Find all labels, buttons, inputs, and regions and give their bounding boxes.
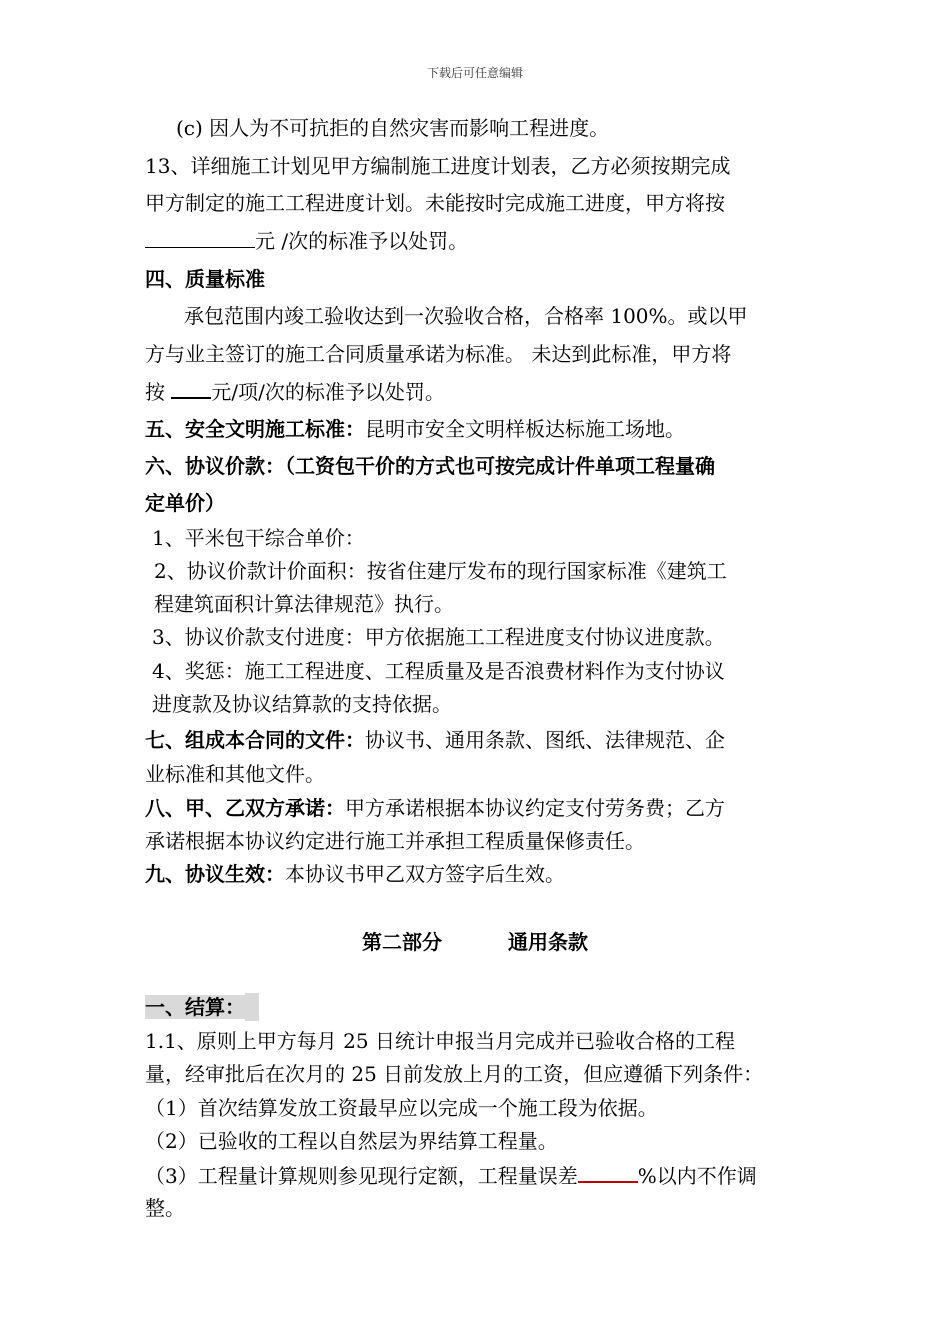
section-4-title: 四、质量标准 [145, 267, 265, 291]
clause-1-1-item3-suffix: %以内不作调 [637, 1164, 757, 1188]
section-7-line1 [145, 726, 725, 754]
general-section-1-title-text: 一、结算： [145, 995, 245, 1019]
part-2-title: 通用条款 [508, 930, 588, 954]
general-section-1-title [145, 993, 259, 1021]
section-9 [145, 860, 565, 888]
fill-blank [578, 1161, 638, 1183]
clause-13-line1: 13、详细施工计划见甲方编制施工进度计划表，乙方必须按期完成 [145, 154, 731, 178]
clause-1-1-item2: （2）已验收的工程以自然层为界结算工程量。 [145, 1129, 558, 1153]
section-7-text: 协议书、通用条款、图纸、法律规范、企 [365, 728, 725, 752]
clause-13-line3 [145, 227, 468, 255]
section-5 [145, 415, 685, 443]
fill-blank [145, 227, 255, 248]
fill-blank [171, 377, 211, 399]
section-7-line2: 业标准和其他文件。 [145, 762, 325, 786]
section-4-line3-prefix: 按 [145, 380, 172, 404]
section-4-line1: 承包范围内竣工验收达到一次验收合格，合格率 100%。或以甲 [184, 304, 748, 328]
clause-1-1-item1: （1）首次结算发放工资最早应以完成一个施工段为依据。 [145, 1096, 658, 1120]
section-6-item2-line2: 程建筑面积计算法律规范》执行。 [154, 592, 454, 616]
section-5-title: 五、安全文明施工标准： [145, 417, 365, 441]
clause-1-1-item3-line1 [145, 1161, 757, 1190]
section-9-title: 九、协议生效： [145, 862, 285, 886]
section-6-item2-line1: 2、协议价款计价面积：按省住建厅发布的现行国家标准《建筑工 [154, 559, 727, 583]
section-8-text: 甲方承诺根据本协议约定支付劳务费；乙方 [345, 796, 725, 820]
section-6-item1: 1、平米包干综合单价： [152, 526, 365, 550]
section-4-line2: 方与业主签订的施工合同质量承诺为标准。 未达到此标准，甲方将 [145, 342, 732, 366]
section-4-line3-text: 元/项/次的标准予以处罚。 [211, 380, 445, 404]
clause-1-1-line1: 1.1、原则上甲方每月 25 日统计申报当月完成并已验收合格的工程 [145, 1029, 735, 1053]
section-8-line2: 承诺根据本协议约定进行施工并承担工程质量保修责任。 [145, 829, 645, 853]
part-2-label: 第二部分 [362, 930, 442, 954]
section-6-item4-line2: 进度款及协议结算款的支持依据。 [152, 692, 452, 716]
section-9-text: 本协议书甲乙双方签字后生效。 [285, 862, 565, 886]
page-header: 下载后可任意编辑 [426, 66, 523, 80]
section-6-line2: 定单价） [145, 491, 225, 515]
clause-c: (c) 因人为不可抗拒的自然灾害而影响工程进度。 [176, 116, 610, 140]
clause-1-1-line2: 量，经审批后在次月的 25 日前发放上月的工资，但应遵循下列条件： [145, 1062, 764, 1086]
clause-1-1-item3-line2: 整。 [145, 1196, 185, 1220]
section-6-item4-line1: 4、奖惩：施工工程进度、工程质量及是否浪费材料作为支付协议 [152, 659, 725, 683]
clause-1-1-item3-text: （3）工程量计算规则参见现行定额，工程量误差 [145, 1164, 578, 1188]
part-2-heading [0, 928, 950, 956]
section-6-line1: 六、协议价款：（工资包干价的方式也可按完成计件单项工程量确 [145, 454, 715, 478]
clause-13-line2: 甲方制定的施工工程进度计划。未能按时完成施工进度，甲方将按 [145, 191, 725, 215]
section-8-title: 八、甲、乙双方承诺： [145, 796, 345, 820]
section-6-item3: 3、协议价款支付进度：甲方依据施工工程进度支付协议进度款。 [152, 625, 725, 649]
section-7-title: 七、组成本合同的文件： [145, 728, 365, 752]
section-4-line3 [145, 377, 445, 406]
clause-13-line3-text: 元 /次的标准予以处罚。 [255, 229, 469, 253]
section-5-text: 昆明市安全文明样板达标施工场地。 [365, 417, 685, 441]
section-8-line1 [145, 794, 725, 822]
